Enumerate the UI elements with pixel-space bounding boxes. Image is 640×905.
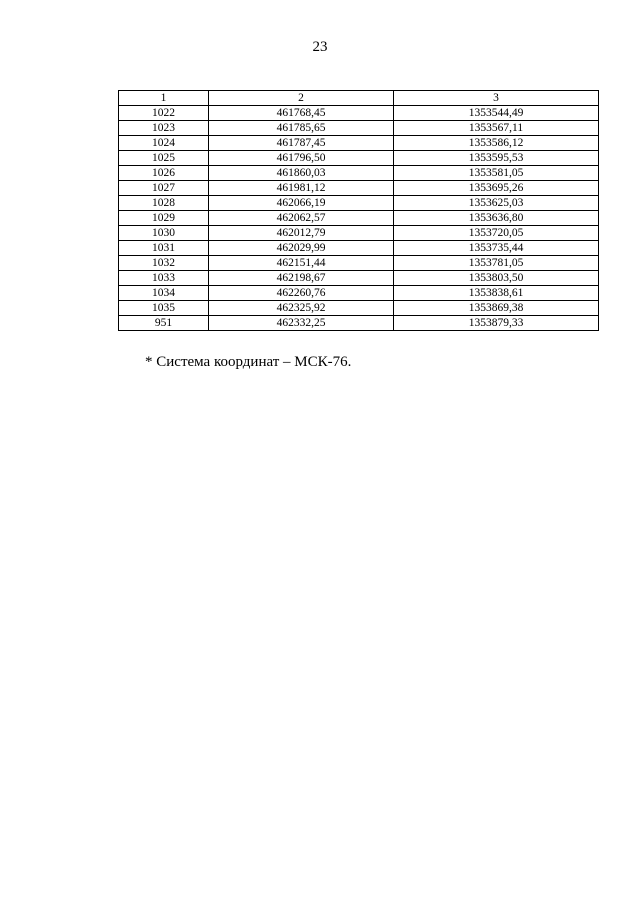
coordinate-system-footnote: * Система координат – МСК-76.	[145, 354, 352, 370]
y-coordinate-cell: 1353636,80	[394, 211, 599, 226]
table-row	[119, 271, 599, 286]
x-coordinate-cell: 461860,03	[209, 166, 394, 181]
point-number-cell: 1025	[119, 151, 209, 166]
table-row	[119, 166, 599, 181]
x-coordinate-cell: 461768,45	[209, 106, 394, 121]
x-coordinate-cell: 462325,92	[209, 301, 394, 316]
point-number-cell: 951	[119, 316, 209, 331]
y-coordinate-cell: 1353695,26	[394, 181, 599, 196]
y-coordinate-cell: 1353735,44	[394, 241, 599, 256]
table-row	[119, 226, 599, 241]
x-coordinate-cell: 461787,45	[209, 136, 394, 151]
coordinates-table	[118, 90, 599, 331]
point-number-cell: 1029	[119, 211, 209, 226]
y-coordinate-cell: 1353595,53	[394, 151, 599, 166]
x-coordinate-cell: 461796,50	[209, 151, 394, 166]
y-coordinate-cell: 1353625,03	[394, 196, 599, 211]
table-row	[119, 241, 599, 256]
column-header-point-number: 1	[119, 91, 209, 106]
x-coordinate-cell: 462029,99	[209, 241, 394, 256]
y-coordinate-cell: 1353803,50	[394, 271, 599, 286]
point-number-cell: 1026	[119, 166, 209, 181]
point-number-cell: 1031	[119, 241, 209, 256]
table-row	[119, 196, 599, 211]
table-header-row	[119, 91, 599, 106]
point-number-cell: 1033	[119, 271, 209, 286]
x-coordinate-cell: 462260,76	[209, 286, 394, 301]
x-coordinate-cell: 462198,67	[209, 271, 394, 286]
table-row	[119, 256, 599, 271]
y-coordinate-cell: 1353720,05	[394, 226, 599, 241]
column-header-y: 3	[394, 91, 599, 106]
y-coordinate-cell: 1353869,38	[394, 301, 599, 316]
point-number-cell: 1035	[119, 301, 209, 316]
table-row	[119, 151, 599, 166]
y-coordinate-cell: 1353544,49	[394, 106, 599, 121]
y-coordinate-cell: 1353838,61	[394, 286, 599, 301]
y-coordinate-cell: 1353879,33	[394, 316, 599, 331]
point-number-cell: 1022	[119, 106, 209, 121]
table-row	[119, 316, 599, 331]
table-row	[119, 301, 599, 316]
x-coordinate-cell: 461785,65	[209, 121, 394, 136]
table-row	[119, 286, 599, 301]
table-row	[119, 211, 599, 226]
y-coordinate-cell: 1353581,05	[394, 166, 599, 181]
x-coordinate-cell: 462012,79	[209, 226, 394, 241]
x-coordinate-cell: 462062,57	[209, 211, 394, 226]
y-coordinate-cell: 1353781,05	[394, 256, 599, 271]
point-number-cell: 1032	[119, 256, 209, 271]
point-number-cell: 1030	[119, 226, 209, 241]
point-number-cell: 1028	[119, 196, 209, 211]
point-number-cell: 1034	[119, 286, 209, 301]
x-coordinate-cell: 461981,12	[209, 181, 394, 196]
column-header-x: 2	[209, 91, 394, 106]
table-row	[119, 121, 599, 136]
table-row	[119, 136, 599, 151]
point-number-cell: 1023	[119, 121, 209, 136]
point-number-cell: 1024	[119, 136, 209, 151]
y-coordinate-cell: 1353586,12	[394, 136, 599, 151]
table-row	[119, 181, 599, 196]
x-coordinate-cell: 462332,25	[209, 316, 394, 331]
y-coordinate-cell: 1353567,11	[394, 121, 599, 136]
page-number: 23	[312, 39, 328, 55]
x-coordinate-cell: 462066,19	[209, 196, 394, 211]
table-row	[119, 106, 599, 121]
x-coordinate-cell: 462151,44	[209, 256, 394, 271]
point-number-cell: 1027	[119, 181, 209, 196]
